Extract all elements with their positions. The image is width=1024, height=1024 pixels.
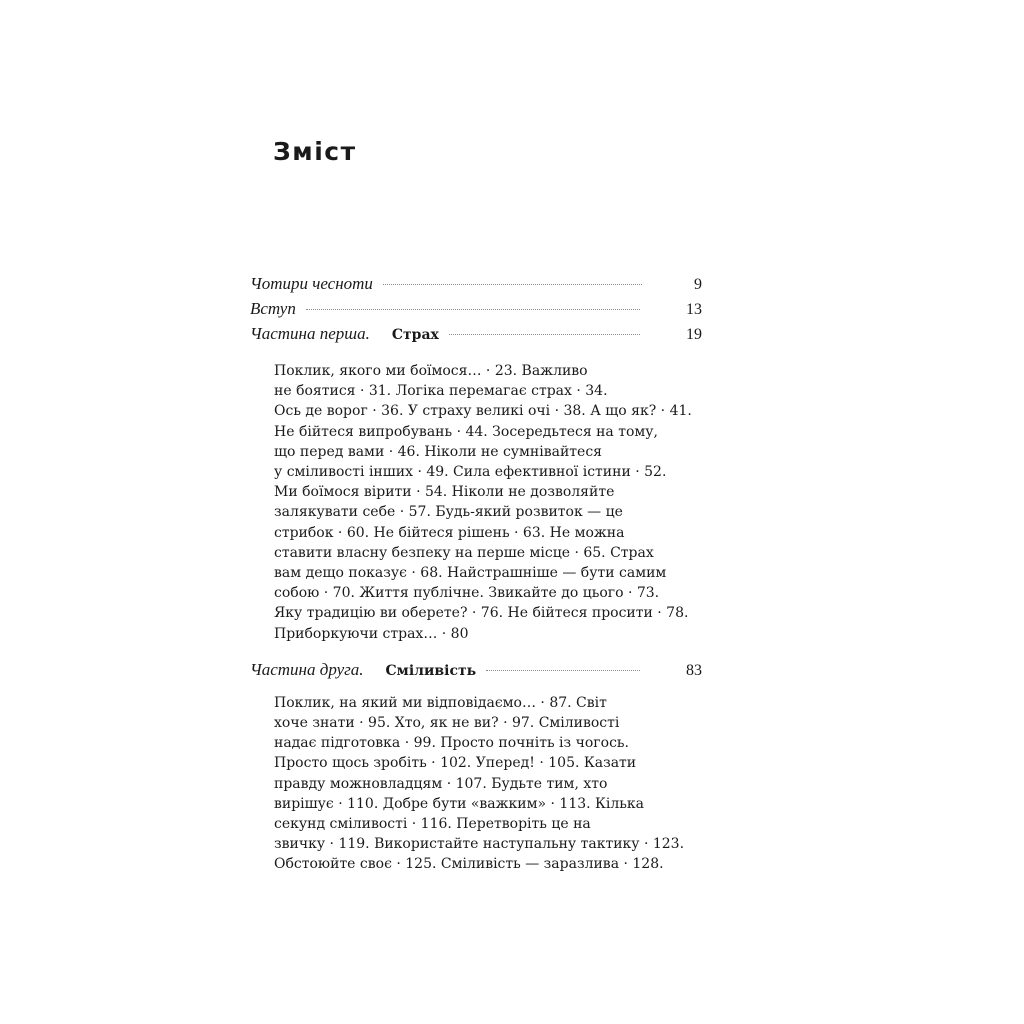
chapter-line: Просто щось зробіть · 102. Уперед! · 105. Казати [274, 755, 637, 772]
chapter-line: вам дещо показує · 68. Найстрашніше — бути самим [274, 565, 667, 582]
chapter-line: що перед вами · 46. Ніколи не сумнівайтеся [274, 443, 602, 460]
chapter-line: Ось де ворог · 36. У страху великі очі · 38. А що як? · 41. [274, 403, 692, 420]
part-prefix: Частина перша. [250, 324, 370, 343]
toc-entry-part-two[interactable] [250, 660, 702, 685]
part-name: Страх [391, 327, 439, 343]
chapter-line: собою · 70. Життя публічне. Звикайте до цього · 73. [274, 585, 660, 602]
chapter-line: Приборкуючи страх… · 80 [274, 625, 469, 642]
part-two-chapters [250, 693, 702, 875]
part-name: Сміливість [385, 662, 477, 679]
toc-entry-page: 13 [686, 301, 702, 318]
chapter-line: секунд сміливості · 116. Перетворіть це на [274, 816, 591, 833]
toc-entry-introduction[interactable] [250, 299, 702, 324]
chapter-line: Обстоюйте своє · 125. Сміливість — заразлива · 128. [274, 856, 664, 873]
chapter-line: не боятися · 31. Логіка перемагає страх · 34. [274, 383, 608, 400]
table-of-contents [250, 274, 702, 875]
dot-leader [383, 284, 642, 285]
toc-entry-part-one[interactable] [250, 324, 702, 349]
toc-entry-page: 9 [694, 276, 702, 293]
dot-leader [449, 334, 640, 335]
toc-entry-title: Вступ [250, 299, 296, 318]
chapter-line: Ми боїмося вірити · 54. Ніколи не дозволяйте [274, 484, 615, 501]
part-one-chapters [250, 361, 702, 644]
page-title: Зміст [273, 137, 357, 166]
toc-entry-page: 83 [686, 661, 702, 679]
chapter-line: хоче знати · 95. Хто, як не ви? · 97. Сміливості [274, 715, 620, 732]
toc-entry-title: Чотири чесноти [250, 274, 373, 293]
chapter-line: Поклик, на який ми відповідаємо… · 87. Світ [274, 694, 607, 711]
chapter-line: вирішує · 110. Добре бути «важким» · 113. Кілька [274, 795, 644, 812]
dot-leader [486, 670, 640, 671]
dot-leader [306, 309, 640, 310]
toc-entry-page: 19 [686, 326, 702, 343]
chapter-line: Поклик, якого ми боїмося… · 23. Важливо [274, 363, 588, 379]
toc-entry-four-virtues[interactable] [250, 274, 702, 299]
chapter-line: залякувати себе · 57. Будь-який розвиток — це [274, 504, 623, 521]
chapter-line: стрибок · 60. Не бійтеся рішень · 63. Не можна [274, 524, 625, 541]
chapter-line: у сміливості інших · 49. Сила ефективної істини · 52. [274, 464, 667, 481]
chapter-line: звичку · 119. Використайте наступальну тактику · 123. [274, 836, 685, 853]
chapter-line: ставити власну безпеку на перше місце · 65. Страх [274, 544, 654, 561]
chapter-line: надає підготовка · 99. Просто почніть із чогось. [274, 735, 629, 752]
chapter-line: Яку традицію ви оберете? · 76. Не бійтеся просити · 78. [274, 605, 689, 622]
part-prefix: Частина друга. [250, 659, 364, 679]
chapter-line: правду можновладцям · 107. Будьте тим, хто [274, 775, 608, 792]
chapter-line: Не бійтеся випробувань · 44. Зосередьтеся на тому, [274, 423, 658, 440]
